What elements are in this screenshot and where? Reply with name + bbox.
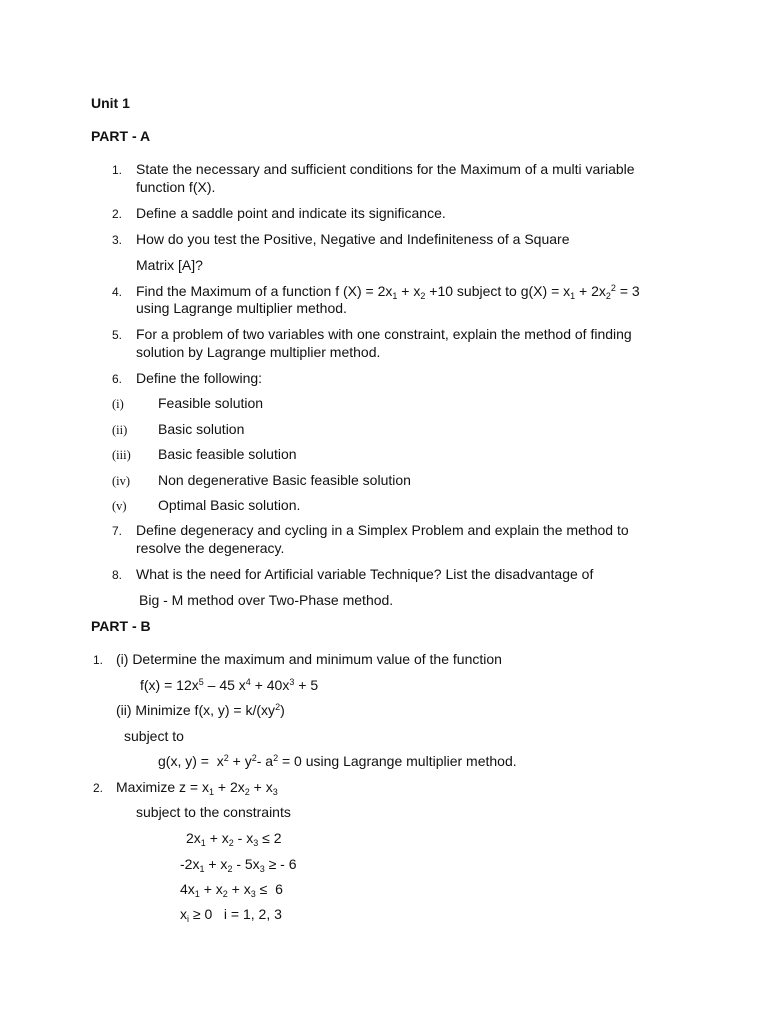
question-number: 8. xyxy=(112,568,123,582)
constraint: $-2x_1 + x_2 - 5x_3$ ≥ - 6 xyxy=(180,856,297,874)
constraint: $2x_1 + x_2 - x_3 \le 2$ xyxy=(186,830,282,848)
list-item: Non degenerative Basic feasible solution xyxy=(158,472,411,488)
question-number: 3. xyxy=(112,233,123,247)
question-text: function f(X). xyxy=(136,179,216,195)
question-number: 6. xyxy=(112,372,123,386)
list-item: Basic feasible solution xyxy=(158,446,297,462)
question-text: For a problem of two variables with one constraint, explain the method of finding xyxy=(136,326,632,342)
math-formula: g(x, $y) = x^2 + y^2-$ $a^2 = 0$ using Lagrange multiplier method. xyxy=(158,753,517,769)
question-text: Big - M method over Two-Phase method. xyxy=(139,592,394,608)
part-a-heading: PART - A xyxy=(91,128,151,144)
list-item: Optimal Basic solution. xyxy=(158,497,301,513)
question-number: 1. xyxy=(112,163,123,177)
question-text: State the necessary and sufficient conditions for the Maximum of a multi variable xyxy=(136,161,635,177)
list-item: Feasible solution xyxy=(158,395,264,411)
list-roman-numeral: (v) xyxy=(112,499,127,513)
math-formula: (ii) Minimize f(x, $y) = k/(xy^2)$ xyxy=(116,702,285,718)
question-text-formula: Find the Maximum of a function f $(X) = 2x_1 + x_2 +10$ subject to $g(X) = x_1 + 2x_2^2 = 3$ xyxy=(136,283,640,301)
list-roman-numeral: (iv) xyxy=(112,474,131,488)
question-text: Define the following: xyxy=(136,370,263,386)
question-number: 2. xyxy=(93,781,104,795)
part-b-heading: PART - B xyxy=(91,618,151,634)
list-item: Basic solution xyxy=(158,421,245,437)
question-text: Matrix [A]? xyxy=(136,257,203,273)
question-text: (i) Determine the maximum and minimum value of the function xyxy=(116,651,502,667)
math-formula: $f(x) = 12x^5 - 45$ $x^4 + 40x^3 + 5$ xyxy=(140,677,319,693)
question-text: using Lagrange multiplier method. xyxy=(136,300,347,316)
question-number: 5. xyxy=(112,328,123,342)
question-text: How do you test the Positive, Negative and Indefiniteness of a Square xyxy=(136,231,570,247)
math-formula: Maximize $z = x_1 + 2x_2 + x_3$ xyxy=(116,779,278,797)
list-roman-numeral: (ii) xyxy=(112,423,128,437)
unit-title: Unit 1 xyxy=(91,95,130,111)
question-number: 7. xyxy=(112,524,123,538)
question-text: Define degeneracy and cycling in a Simplex Problem and explain the method to xyxy=(136,522,629,538)
question-number: 2. xyxy=(112,207,123,221)
question-number: 4. xyxy=(112,285,123,299)
constraint: $x_i \ge 0$ i = 1, 2, 3 xyxy=(180,906,282,924)
question-text: What is the need for Artificial variable Technique? List the disadvantage of xyxy=(136,566,594,582)
question-text: subject to the constraints xyxy=(136,804,291,820)
list-roman-numeral: (iii) xyxy=(112,448,131,462)
question-text: solution by Lagrange multiplier method. xyxy=(136,344,381,360)
question-text: Define a saddle point and indicate its significance. xyxy=(136,205,446,221)
question-number: 1. xyxy=(93,653,104,667)
list-roman-numeral: (i) xyxy=(112,397,124,411)
question-text: subject to xyxy=(124,728,184,744)
constraint: $4x_1 + x_2 + x_3 \le 6$ xyxy=(180,881,283,899)
question-text: resolve the degeneracy. xyxy=(136,540,285,556)
